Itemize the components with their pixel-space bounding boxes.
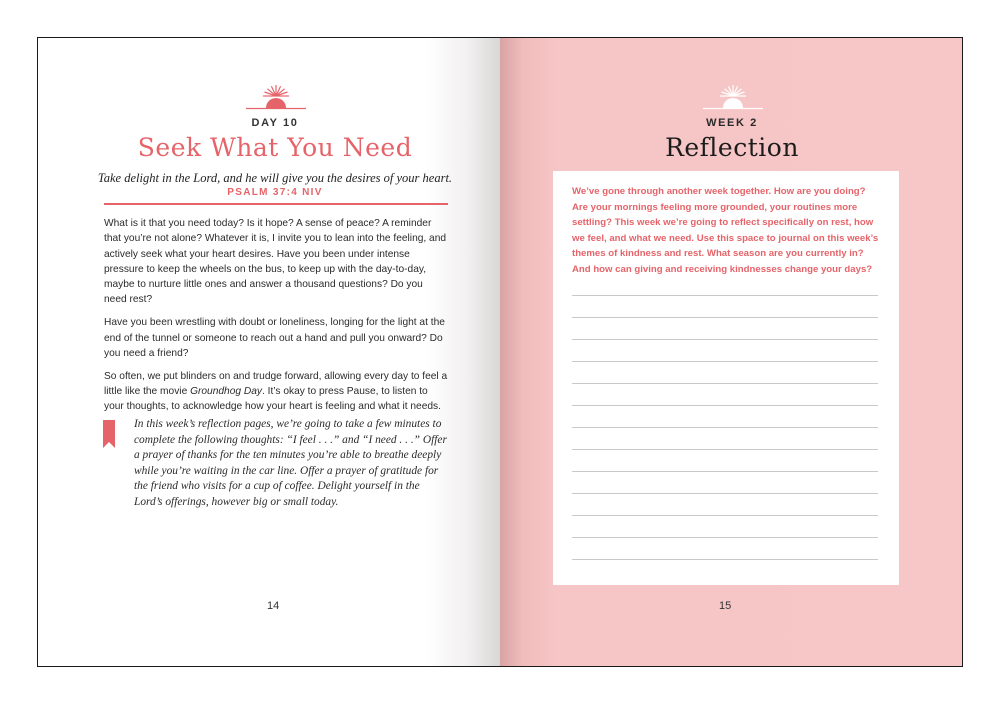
writing-line[interactable] xyxy=(572,515,878,516)
writing-line[interactable] xyxy=(572,427,878,428)
left-page xyxy=(38,38,500,666)
page-number: 14 xyxy=(267,600,280,612)
right-page xyxy=(500,38,962,666)
writing-line[interactable] xyxy=(572,339,878,340)
writing-line[interactable] xyxy=(572,405,878,406)
body-text xyxy=(104,216,448,422)
scripture-verse: Take delight in the Lord, and he will give you the desires of your heart. xyxy=(97,171,453,185)
paragraph-text: So often, we put blinders on and trudge forward, allowing every day to feel a little like the movie xyxy=(104,370,448,397)
sunrise-icon xyxy=(701,82,765,112)
paragraph-text: . It’s okay to press Pause, to listen to your thoughts, to acknowledge how your heart is feeling and what it needs. xyxy=(104,385,441,413)
writing-line[interactable] xyxy=(572,361,878,362)
paragraph: What is it that you need today? Is it hope? A sense of peace? A reminder that you’re not alone? Whatever it is, I invite you to lean into the feeling, and actively seek what your heart desires. Have you been under intense pressure to keep the wheels on the bus, to keep up with the day-to-day, maybe to nurture little ones and answer a thousand questions? Do you need rest? xyxy=(104,218,447,306)
writing-line[interactable] xyxy=(572,449,878,450)
writing-line[interactable] xyxy=(572,317,878,318)
writing-line[interactable] xyxy=(572,383,878,384)
movie-title: Groundhog Day xyxy=(190,385,262,397)
scripture-reference: PSALM 37:4 NIV xyxy=(227,187,323,198)
week-label: WEEK 2 xyxy=(706,117,758,129)
writing-line[interactable] xyxy=(572,559,878,560)
book-spread xyxy=(37,37,963,667)
paragraph: Have you been wrestling with doubt or loneliness, longing for the light at the end of the tunnel or someone to reach out a hand and pull you onward? Do you need a friend? xyxy=(104,317,445,359)
writing-line[interactable] xyxy=(572,471,878,472)
sunrise-icon xyxy=(244,82,308,112)
journal-prompt: We’ve gone through another week together. How are you doing? Are your mornings feeling more grounded, your routines more settling? This week we’re going to reflect specifically on rest, how we feel, and what we need. Use this space to journal on this week’s themes of kindness and rest. What season are you currently in? And how can giving and receiving kindnesses change your days? xyxy=(572,186,879,275)
writing-line[interactable] xyxy=(572,537,878,538)
day-label: DAY 10 xyxy=(251,117,299,129)
writing-line[interactable] xyxy=(572,295,878,296)
bookmark-ribbon-icon xyxy=(103,420,115,448)
writing-line[interactable] xyxy=(572,493,878,494)
page-title: Reflection xyxy=(665,133,799,162)
page-number: 15 xyxy=(719,600,732,612)
paragraph xyxy=(104,369,448,415)
page-title: Seek What You Need xyxy=(137,133,413,162)
journal-box xyxy=(553,171,899,585)
divider xyxy=(104,203,448,205)
callout-text: In this week’s reflection pages, we’re going to take a few minutes to complete the following thoughts: “I feel . . .” and “I need . . .” Offer a prayer of thanks for the ten minutes you’re able to breathe deeply while you’re waiting in the car line. Offer a prayer of gratitude for the friend who visits for a cup of coffee. Delight yourself in the Lord’s offerings, however big or small today. xyxy=(134,418,447,508)
